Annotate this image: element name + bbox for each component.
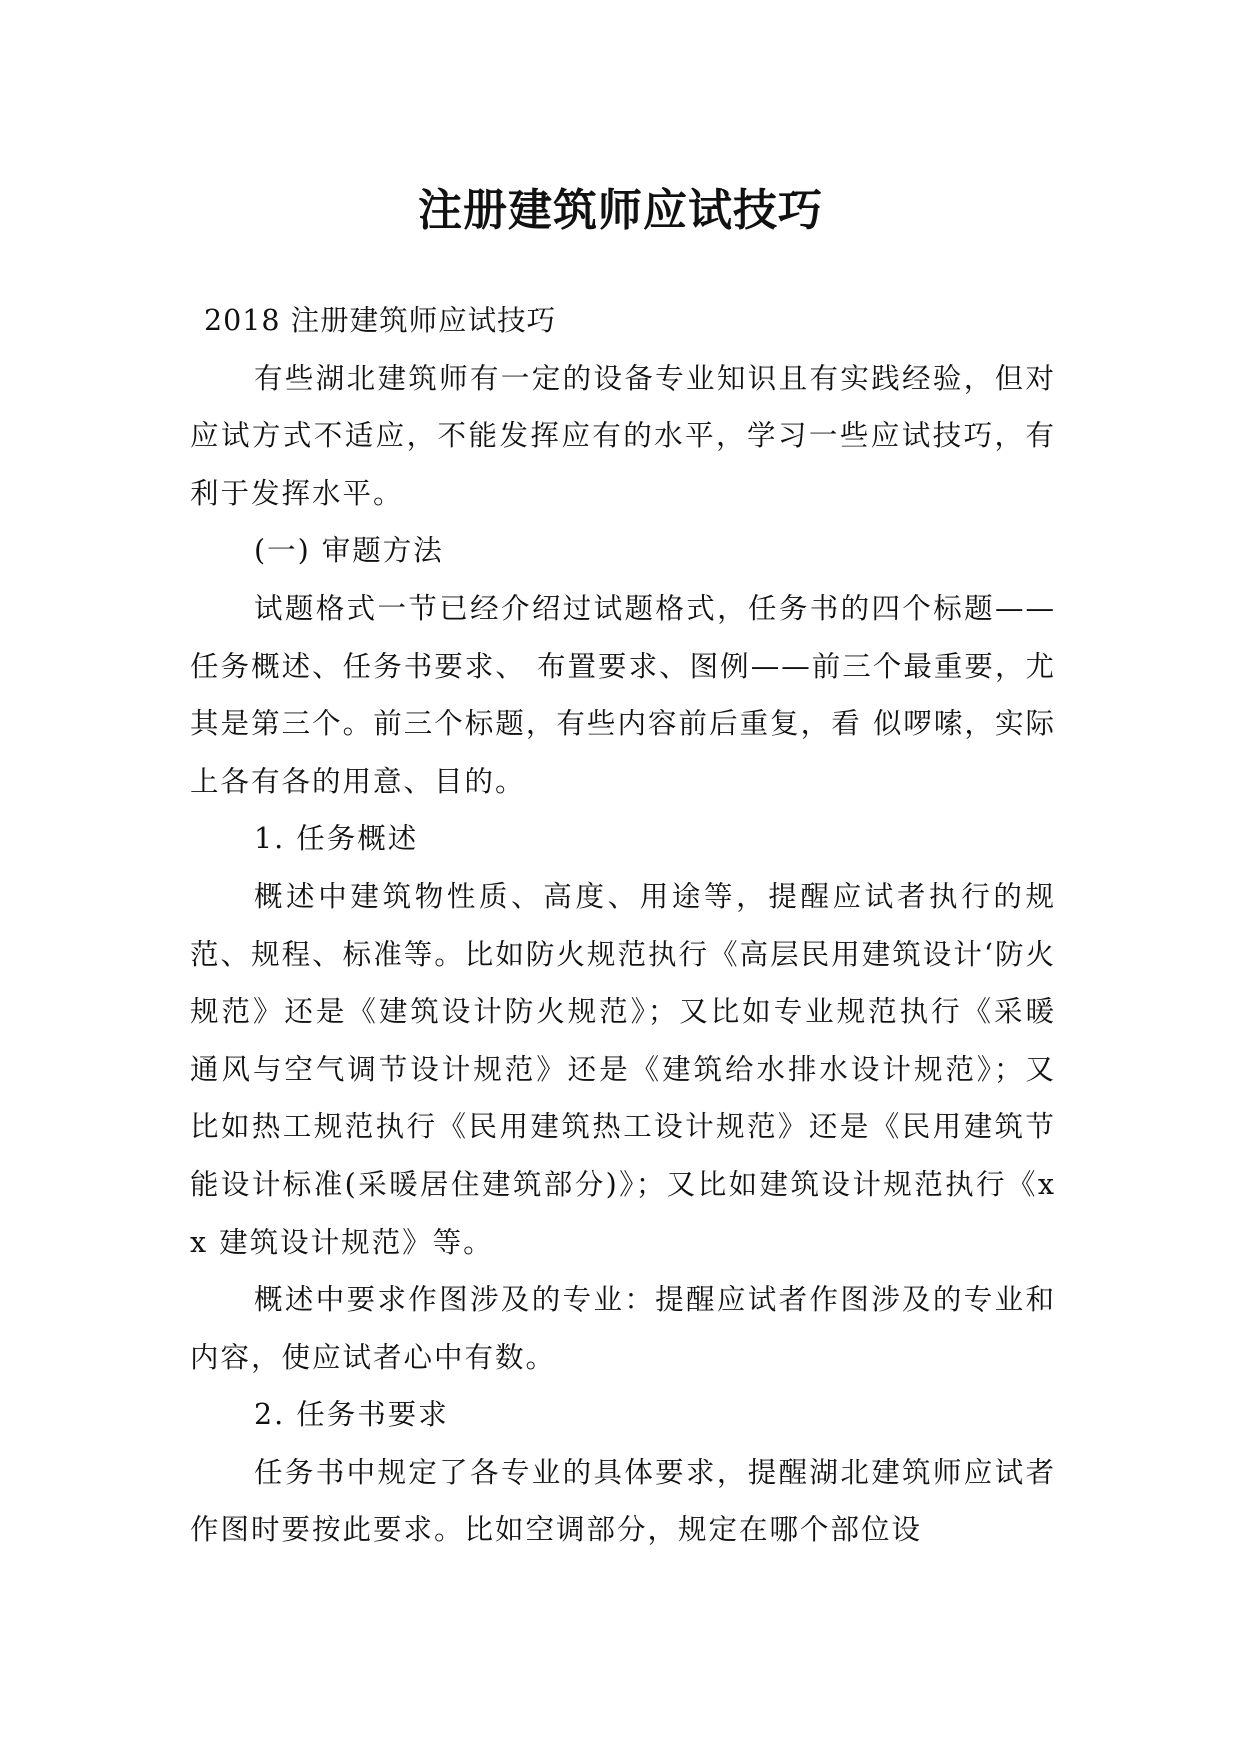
paragraph-task-requirements: 任务书中规定了各专业的具体要求，提醒湖北建筑师应试者作图时要按此要求。比如空调部分，规定在哪个部位设 <box>190 1455 1056 1547</box>
document-subtitle: 2018 注册建筑师应试技巧 <box>204 304 557 337</box>
section-heading-task-overview: 1. 任务概述 <box>254 822 419 856</box>
paragraph-overview-standards: 概述中建筑物性质、高度、用途等，提醒应试者执行的规范、规程、标准等。比如防火规范执行《高层民用建筑设计‘防火规范》还是《建筑设计防火规范》；又比如专业规范执行《采暖通风与空气调节设计规范》还是《建筑给水排水设计规范》；又比如热工规范执行《民用建筑热工设计规范》还是《民用建筑节能设计标准(采暖居住建筑部分)》；又比如建筑设计规范执行《x x 建筑设计规范》等。 <box>190 879 1056 1259</box>
paragraph-format: 试题格式一节已经介绍过试题格式，任务书的四个标题——任务概述、任务书要求、 布置要求、图例——前三个最重要，尤其是第三个。前三个标题，有些内容前后重复，看 似啰嗦，实际上各有各的用意、目的。 <box>190 591 1056 798</box>
document-title: 注册建筑师应试技巧 <box>418 185 823 237</box>
paragraph-overview-disciplines: 概述中要求作图涉及的专业：提醒应试者作图涉及的专业和内容，使应试者心中有数。 <box>190 1283 1056 1374</box>
section-heading-task-requirements: 2. 任务书要求 <box>254 1398 449 1432</box>
section-heading-review-method: (一) 审题方法 <box>254 534 444 568</box>
paragraph-intro: 有些湖北建筑师有一定的设备专业知识且有实践经验，但对应试方式不适应，不能发挥应有的水平，学习一些应试技巧，有利于发挥水平。 <box>190 361 1056 510</box>
document-body <box>190 292 1056 1559</box>
